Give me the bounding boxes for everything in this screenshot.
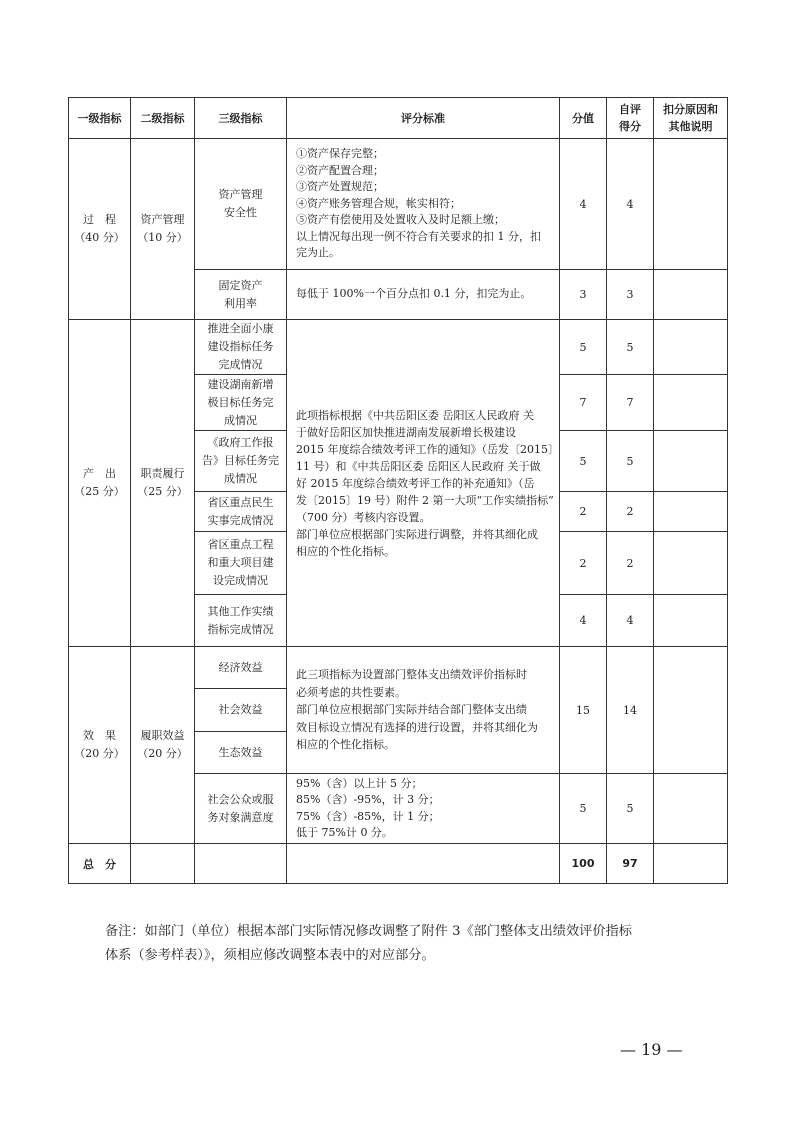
- level3-line: 经济效益: [218, 660, 263, 674]
- empty-cell: [131, 844, 195, 884]
- level3-line: 利用率: [224, 296, 257, 310]
- level1-points: （25 分）: [74, 485, 125, 498]
- footnote-line: 体系（参考样表）》，须相应修改调整本表中的对应部分。: [105, 948, 435, 963]
- level3-line: 省区重点工程: [207, 538, 274, 551]
- score-cell: 4: [560, 595, 607, 647]
- level3-line: 务对象满意度: [207, 810, 274, 824]
- level3-cell: [195, 647, 287, 689]
- level1-name: 产 出: [83, 467, 116, 480]
- level3-line: 社会公众或服: [207, 792, 274, 806]
- level2-cell: [131, 139, 195, 320]
- col-header-level3: 三级指标: [195, 98, 287, 139]
- col-header-score: 分值: [560, 98, 607, 139]
- criteria-line: 低于 75%计 0 分。: [296, 826, 393, 839]
- remark-cell: [654, 270, 728, 320]
- level3-cell: [195, 774, 287, 844]
- criteria-line: 完为止。: [296, 246, 340, 260]
- score-cell: 2: [560, 532, 607, 595]
- footnote-line: 备注：如部门（单位）根据本部门实际情况修改调整了附件 3《部门整体支出绩效评价指标: [105, 924, 632, 939]
- remark-cell: [654, 774, 728, 844]
- empty-cell: [195, 844, 287, 884]
- footnote: [105, 920, 715, 968]
- criteria-line: （700 分）考核内容设置。: [296, 510, 431, 524]
- level3-line: 固定资产: [218, 278, 263, 292]
- remark-cell: [654, 139, 728, 270]
- level1-points: （40 分）: [74, 231, 125, 244]
- self-score-cell: 4: [607, 139, 654, 270]
- criteria-line: 每低于 100%一个百分点扣 0.1 分，扣完为止。: [296, 287, 532, 301]
- level2-cell: [131, 320, 195, 647]
- criteria-line: 发〔2015〕19 号）附件 2 第一大项“工作实绩指标”: [296, 493, 554, 507]
- self-score-cell: 3: [607, 270, 654, 320]
- score-cell: 15: [560, 647, 607, 774]
- level3-line: 告》目标任务完: [202, 454, 279, 467]
- level2-points: （20 分）: [137, 747, 188, 760]
- criteria-line: 2015 年度综合绩效考评工作的通知》（岳发〔2015〕: [296, 442, 559, 456]
- page-number: — 19 —: [620, 1040, 683, 1059]
- level3-cell: [195, 139, 287, 270]
- level2-name: 职责履行: [140, 467, 185, 480]
- level3-cell: [195, 595, 287, 647]
- level2-points: （10 分）: [137, 231, 188, 244]
- total-score: 100: [560, 844, 607, 884]
- level2-name: 资产管理: [140, 213, 185, 226]
- level3-line: 极目标任务完: [207, 395, 274, 409]
- score-cell: 7: [560, 375, 607, 431]
- level2-points: （25 分）: [137, 485, 188, 498]
- remark-cell: [654, 532, 728, 595]
- criteria-line: ④资产账务管理合规，帐实相符；: [296, 196, 461, 210]
- level3-cell: [195, 689, 287, 732]
- remark-cell: [654, 431, 728, 492]
- total-row: [69, 844, 728, 884]
- remark-cell: [654, 647, 728, 774]
- table-row: [69, 320, 728, 375]
- score-cell: 5: [560, 320, 607, 375]
- col-header-remark: [654, 98, 728, 139]
- remark-cell: [654, 320, 728, 375]
- level3-line: 资产管理: [218, 188, 263, 201]
- level3-line: 其他工作实绩: [207, 604, 274, 618]
- criteria-line: 部门单位应根据部门实际进行调整，并将其细化成: [296, 527, 538, 541]
- criteria-line: 此项指标根据《中共岳阳区委 岳阳区人民政府 关: [296, 408, 534, 422]
- header-row: [69, 98, 728, 139]
- level3-cell: [195, 732, 287, 774]
- criteria-line: 95%（含）以上计 5 分；: [296, 776, 423, 790]
- self-score-cell: 14: [607, 647, 654, 774]
- table-row: [69, 647, 728, 689]
- level3-cell: [195, 270, 287, 320]
- self-score-cell: 5: [607, 774, 654, 844]
- evaluation-table: [68, 97, 728, 884]
- level3-cell: [195, 320, 287, 375]
- score-cell: 3: [560, 270, 607, 320]
- criteria-line: ⑤资产有偿使用及处置收入及时足额上缴；: [296, 213, 505, 227]
- level3-cell: [195, 492, 287, 532]
- level3-line: 成情况: [224, 472, 257, 485]
- criteria-cell: [287, 139, 560, 270]
- empty-cell: [287, 844, 560, 884]
- col-header-level1: 一级指标: [69, 98, 131, 139]
- level2-name: 履职效益: [140, 729, 185, 742]
- level3-line: 生态效益: [218, 745, 263, 759]
- self-score-cell: 7: [607, 375, 654, 431]
- score-cell: 5: [560, 774, 607, 844]
- level1-cell: [69, 647, 131, 844]
- level1-cell: [69, 320, 131, 647]
- criteria-line: 75%（含）-85%，计 1 分；: [296, 809, 440, 823]
- level3-line: 和重大项目建: [207, 556, 274, 569]
- criteria-line: 好 2015 年度综合绩效考评工作的补充通知》（岳: [296, 476, 535, 490]
- criteria-cell: [287, 647, 560, 774]
- level3-line: 完成情况: [218, 358, 263, 371]
- table-row: [69, 139, 728, 270]
- level3-line: 实事完成情况: [207, 513, 274, 527]
- criteria-line: 11 号）和《中共岳阳区委 岳阳区人民政府 关于做: [296, 459, 541, 473]
- criteria-line: 效目标设立情况有选择的进行设置，并将其细化为: [296, 720, 538, 734]
- level3-line: 推进全面小康: [207, 322, 274, 335]
- criteria-line: ①资产保存完整；: [296, 147, 384, 161]
- level2-cell: [131, 647, 195, 844]
- self-score-cell: 2: [607, 492, 654, 532]
- criteria-line: 于做好岳阳区加快推进湖南发展新增长极建设: [296, 425, 516, 439]
- col-header-level2: 二级指标: [131, 98, 195, 139]
- remark-cell: [654, 595, 728, 647]
- score-cell: 4: [560, 139, 607, 270]
- remark-cell: [654, 492, 728, 532]
- level3-cell: [195, 532, 287, 595]
- level1-cell: [69, 139, 131, 320]
- level1-points: （20 分）: [74, 747, 125, 760]
- criteria-cell: [287, 270, 560, 320]
- level3-cell: [195, 375, 287, 431]
- level3-line: 建设湖南新增: [207, 377, 274, 391]
- level3-line: 安全性: [224, 206, 257, 219]
- level1-name: 过 程: [83, 213, 116, 226]
- level3-line: 指标完成情况: [207, 622, 274, 636]
- self-score-cell: 5: [607, 320, 654, 375]
- criteria-line: 相应的个性化指标。: [296, 544, 395, 558]
- total-self-score: 97: [607, 844, 654, 884]
- self-score-cell: 5: [607, 431, 654, 492]
- self-score-cell: 4: [607, 595, 654, 647]
- remark-cell: [654, 375, 728, 431]
- criteria-line: ③资产处置规范；: [296, 180, 384, 194]
- criteria-line: 此三项指标为设置部门整体支出绩效评价指标时: [296, 668, 527, 682]
- criteria-cell: [287, 320, 560, 647]
- col-header-self-score: [607, 98, 654, 139]
- score-cell: 5: [560, 431, 607, 492]
- col-header-criteria: 评分标准: [287, 98, 560, 139]
- level1-name: 效 果: [83, 729, 116, 742]
- criteria-cell: [287, 774, 560, 844]
- criteria-line: 必须考虑的共性要素。: [296, 685, 406, 699]
- score-cell: 2: [560, 492, 607, 532]
- criteria-line: 以上情况每出现一例不符合有关要求的扣 1 分，扣: [296, 229, 541, 243]
- level3-line: 社会效益: [218, 703, 263, 716]
- criteria-line: ②资产配置合理；: [296, 163, 384, 177]
- level3-cell: [195, 431, 287, 492]
- level3-line: 建设指标任务: [207, 340, 274, 353]
- self-score-header-text: 自评得分: [618, 103, 641, 133]
- level3-line: 省区重点民生: [207, 495, 274, 509]
- self-score-cell: 2: [607, 532, 654, 595]
- criteria-line: 部门单位应根据部门实际并结合部门整体支出绩: [296, 703, 527, 717]
- level3-line: 设完成情况: [213, 574, 268, 587]
- criteria-line: 相应的个性化指标。: [296, 738, 395, 752]
- level3-line: 《政府工作报: [207, 436, 274, 449]
- remark-header-text: 扣分原因和其他说明: [663, 103, 718, 133]
- total-label: 总 分: [69, 844, 131, 884]
- level3-line: 成情况: [224, 413, 257, 427]
- criteria-line: 85%（含）-95%，计 3 分；: [296, 793, 440, 806]
- empty-cell: [654, 844, 728, 884]
